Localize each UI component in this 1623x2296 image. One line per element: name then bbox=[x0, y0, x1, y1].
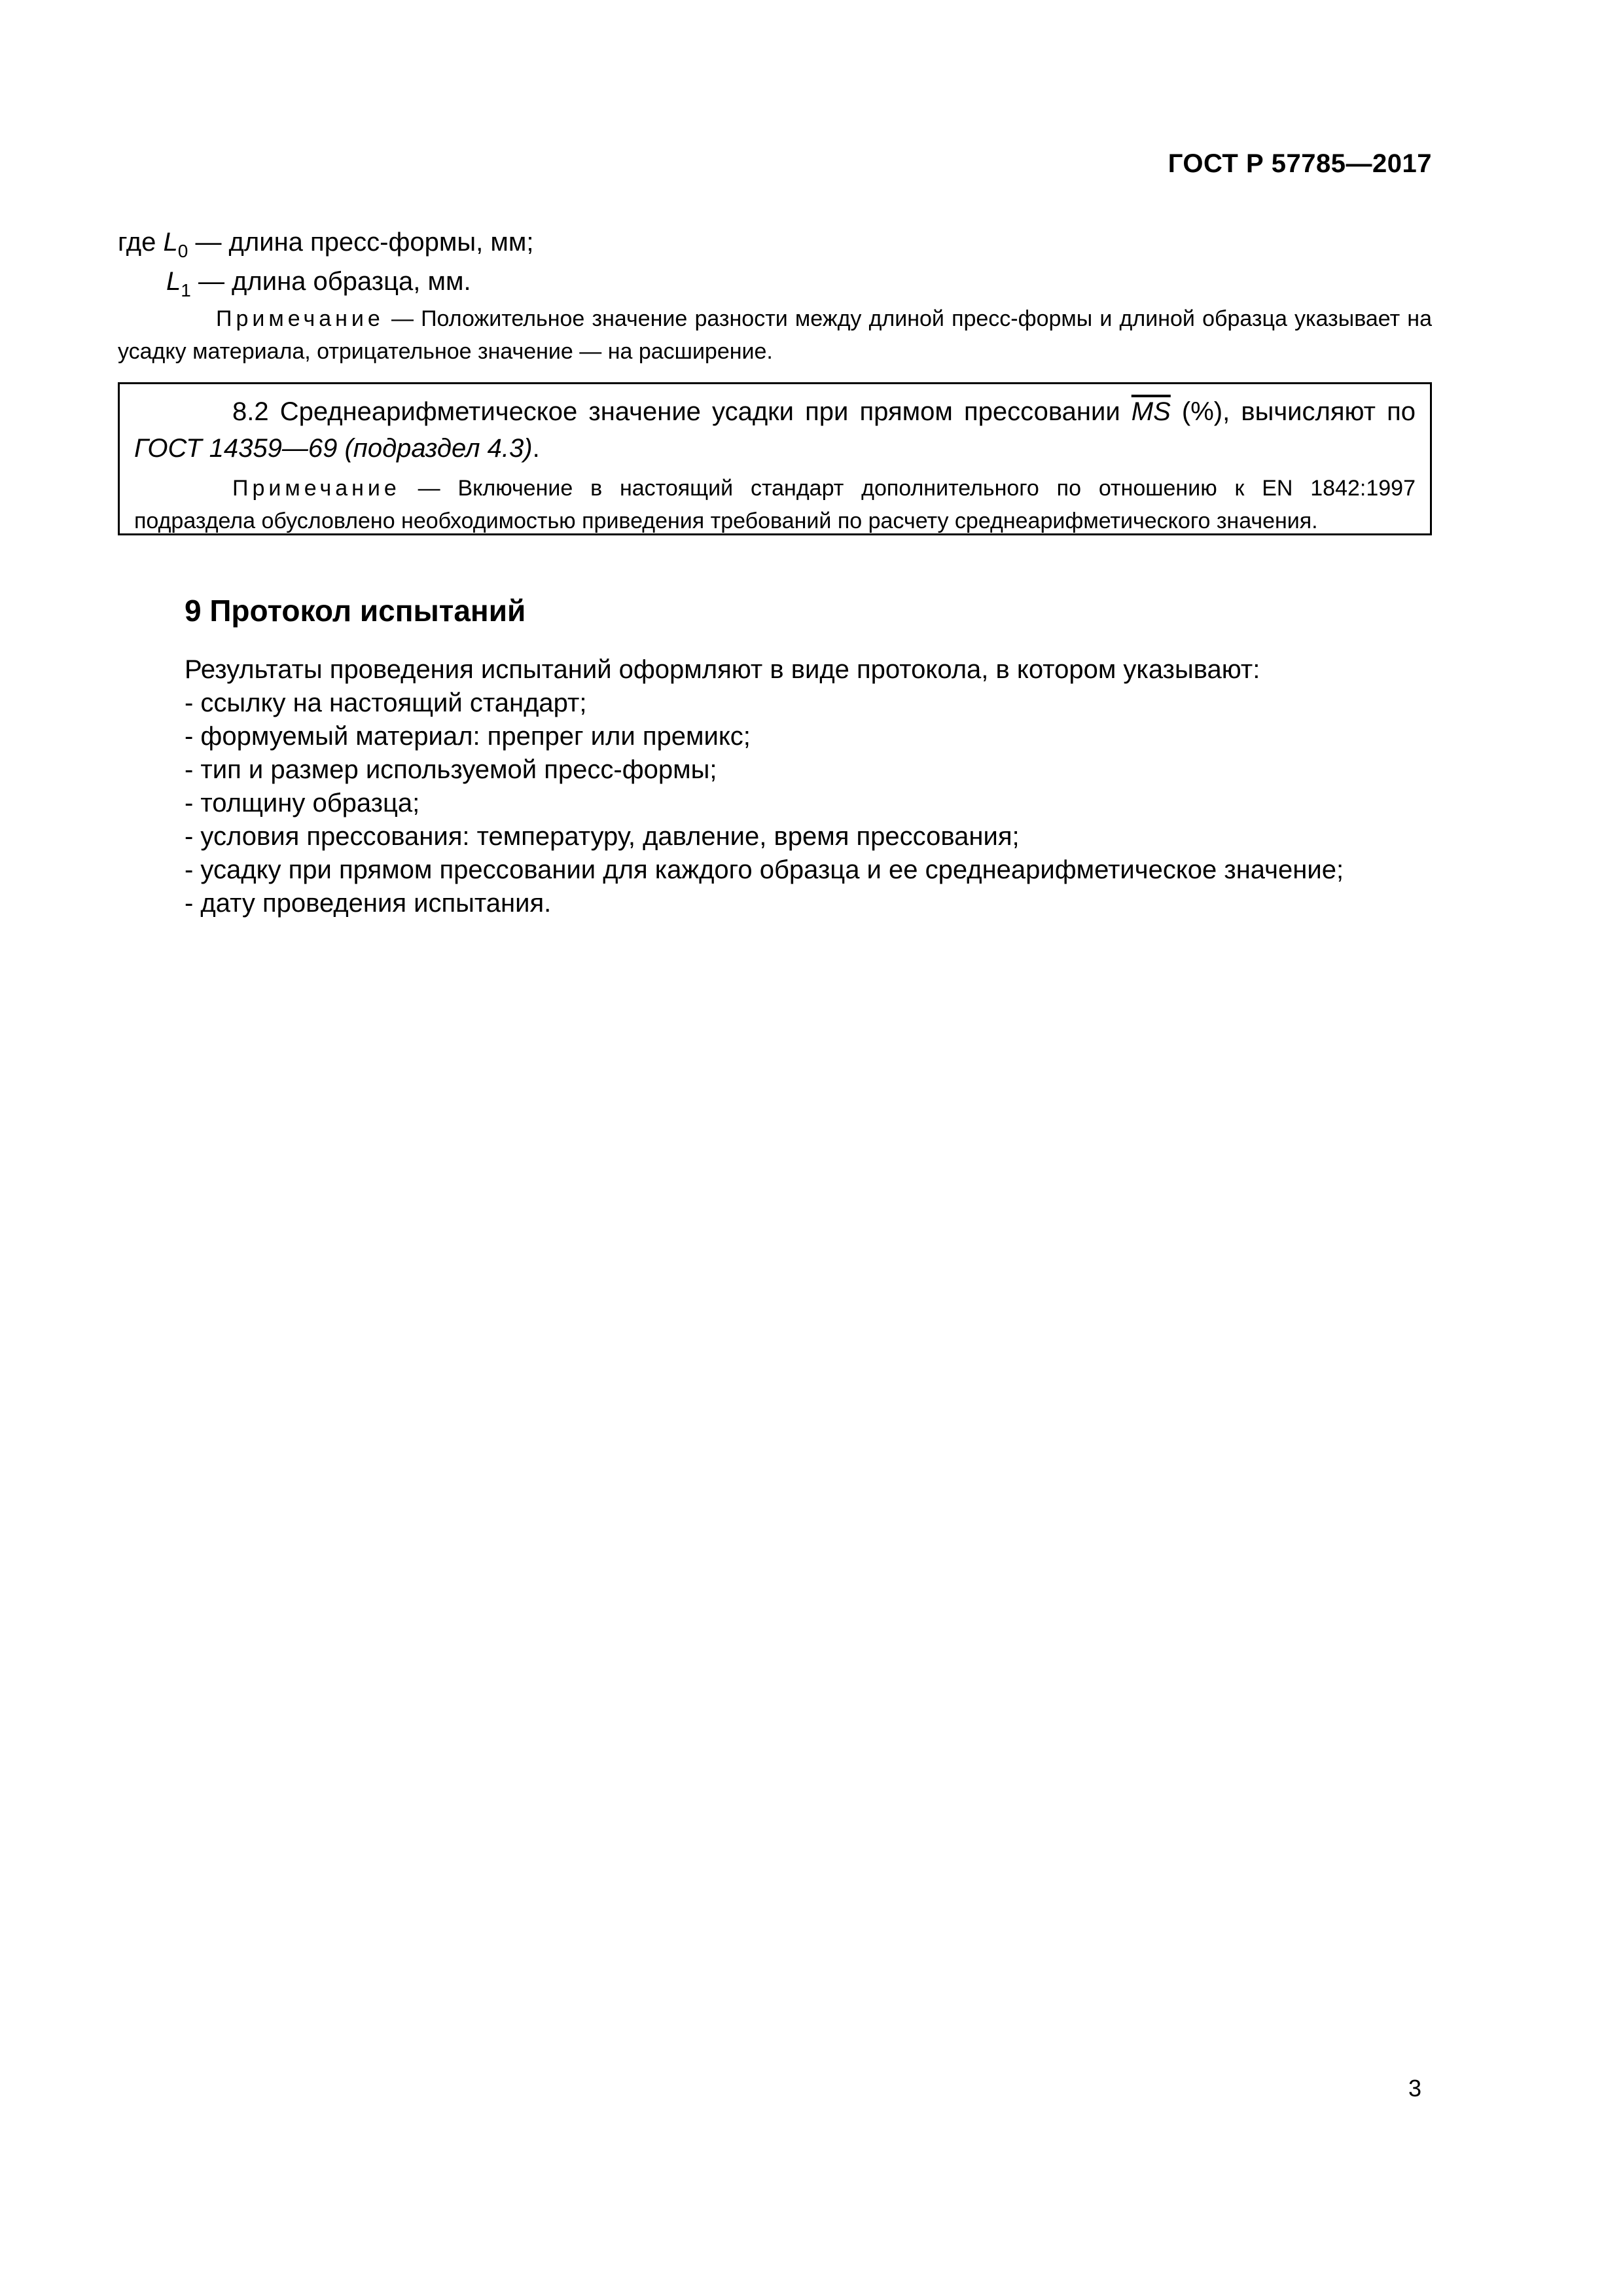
note-text: — Положительное значение разности между длиной пресс-формы и длиной образца указывает на усадку материала, отрицательное значение — на расширение. bbox=[118, 306, 1432, 364]
list-item: - усадку при прямом прессовании для каждого образца и ее среднеарифметическое значение; bbox=[185, 855, 1344, 884]
boxed-note bbox=[134, 472, 1416, 537]
subscript-1: 1 bbox=[181, 280, 191, 300]
page-number: 3 bbox=[1408, 2075, 1422, 2102]
note-label: Примечание bbox=[216, 306, 384, 331]
section-9-heading: 9 Протокол испытаний bbox=[185, 594, 526, 628]
variable-l0: $L_0$ bbox=[163, 228, 188, 261]
protocol-items-list bbox=[185, 687, 1344, 920]
boxed-clause-8-2 bbox=[118, 382, 1432, 535]
legend-text-l1: — длина образца, мм. bbox=[190, 267, 471, 296]
list-item: - дату проведения испытания. bbox=[185, 889, 552, 918]
section-9-intro: Результаты проведения испытаний оформляют в виде протокола, в котором указывают: bbox=[185, 655, 1260, 684]
legend-line-l0 bbox=[118, 224, 534, 263]
list-item: - условия прессования: температуру, давление, время прессования; bbox=[185, 822, 1020, 851]
subscript-0: 0 bbox=[177, 241, 188, 261]
gost-reference-link: ГОСТ 14359—69 (подраздел 4.3) bbox=[134, 434, 533, 463]
clause-8-2-text: 8.2 Среднеарифметическое значение усадки при прямом прессовании $\overline{MS}$ (%), вычисляют по ГОСТ 14359—69 (подраздел 4.3). bbox=[134, 397, 1416, 463]
list-item: - формуемый материал: препрег или премикс; bbox=[185, 722, 751, 751]
list-item: - толщину образца; bbox=[185, 789, 420, 817]
ms-symbol: $\overline{MS}$ bbox=[1131, 397, 1171, 426]
legend-line-l1 bbox=[118, 263, 534, 302]
boxed-note-label: Примечание bbox=[232, 476, 401, 501]
boxed-note-text: — Включение в настоящий стандарт дополнительного по отношению к EN 1842:1997 подраздела обусловлено необходимостью приведения требований по расчету среднеарифметического значения. bbox=[134, 476, 1416, 533]
document-code-header: ГОСТ Р 57785—2017 bbox=[1168, 149, 1432, 178]
legend-prefix: где bbox=[118, 228, 164, 257]
legend-text-l0: — длина пресс-формы, мм; bbox=[188, 228, 534, 257]
variable-l1: $L_1$ bbox=[166, 267, 191, 300]
list-item: - ссылку на настоящий стандарт; bbox=[185, 689, 587, 717]
note-shrinkage-sign bbox=[118, 302, 1432, 368]
formula-legend bbox=[118, 224, 534, 302]
list-item: - тип и размер используемой пресс-формы; bbox=[185, 755, 717, 784]
